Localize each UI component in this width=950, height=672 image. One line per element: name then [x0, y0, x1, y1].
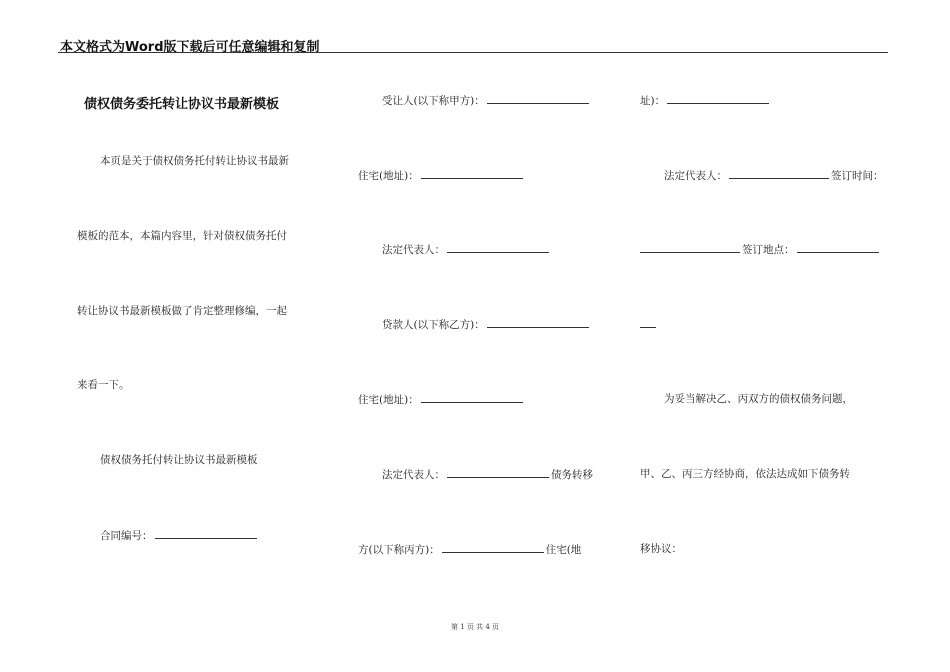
- document-header: 本文格式为Word版下载后可任意编辑和复制: [60, 40, 320, 55]
- intro-line-1: 本页是关于债权债务托付转让协议书最新: [100, 155, 289, 167]
- sign-place-label: 签订地点：: [742, 244, 795, 256]
- intro-line-3: 转让协议书最新模板做了肯定整理修编，一起: [77, 305, 287, 317]
- legal-rep-label-2: 法定代表人：: [382, 469, 445, 481]
- legal-rep-blank-3: [729, 168, 829, 179]
- header-divider: [58, 52, 888, 53]
- legal-rep-label-1: 法定代表人：: [382, 244, 445, 256]
- legal-rep-label-3: 法定代表人：: [664, 170, 727, 182]
- legal-rep-blank-2: [447, 467, 549, 478]
- debtor-blank: [487, 317, 589, 328]
- document-title: 债权债务委托转让协议书最新模板: [84, 97, 280, 112]
- debtor-label: 贷款人(以下称乙方)：: [382, 319, 485, 331]
- address-label-2: 住宅(地址)：: [358, 394, 419, 406]
- address-blank-1: [421, 168, 523, 179]
- legal-rep-line-1: [382, 242, 551, 257]
- intro-line-2: 模板的范本，本篇内容里，针对债权债务托付: [77, 230, 287, 242]
- subtitle-line: 债权债务托付转让协议书最新模板: [100, 454, 258, 466]
- address-tail-line: [640, 93, 771, 108]
- address-tail-label: 址)：: [640, 95, 666, 107]
- agreement-line-1: 为妥当解决乙、丙双方的债权债务问题，: [664, 393, 853, 405]
- debtor-line: [382, 317, 591, 332]
- sign-place-blank-tail-line: [638, 317, 658, 332]
- address-line-2: [358, 392, 525, 407]
- legal-rep-line-2: [382, 467, 593, 482]
- transferee-line: [382, 93, 591, 108]
- sign-place-blank: [797, 242, 879, 253]
- transferee-label: 受让人(以下称甲方)：: [382, 95, 485, 107]
- address-tail-blank: [667, 93, 769, 104]
- sign-place-blank-tail: [640, 317, 656, 328]
- contract-number-label: 合同编号：: [100, 530, 153, 542]
- debt-transfer-text: 债务转移: [551, 469, 593, 481]
- address-blank-2: [421, 392, 523, 403]
- contract-number-blank: [155, 528, 257, 539]
- agreement-line-2: 甲、乙、丙三方经协商，依法达成如下债务转: [640, 468, 850, 480]
- contract-number-line: [100, 528, 259, 543]
- transferee-blank: [487, 93, 589, 104]
- legal-rep-line-3: [664, 168, 884, 183]
- address-label-3: 住宅(地: [545, 544, 582, 556]
- address-label-1: 住宅(地址)：: [358, 170, 419, 182]
- party-c-label: 方(以下称丙方)：: [358, 544, 440, 556]
- sign-time-label: 签订时间：: [831, 170, 884, 182]
- sign-time-blank: [640, 242, 740, 253]
- legal-rep-blank-1: [447, 242, 549, 253]
- party-c-blank: [442, 542, 544, 553]
- address-line-1: [358, 168, 525, 183]
- sign-place-line: [638, 242, 881, 257]
- agreement-line-3: 移协议：: [640, 543, 682, 555]
- party-c-line: [358, 542, 581, 557]
- intro-line-4: 来看一下。: [77, 379, 130, 391]
- page-number: 第 1 页 共 4 页: [450, 623, 500, 631]
